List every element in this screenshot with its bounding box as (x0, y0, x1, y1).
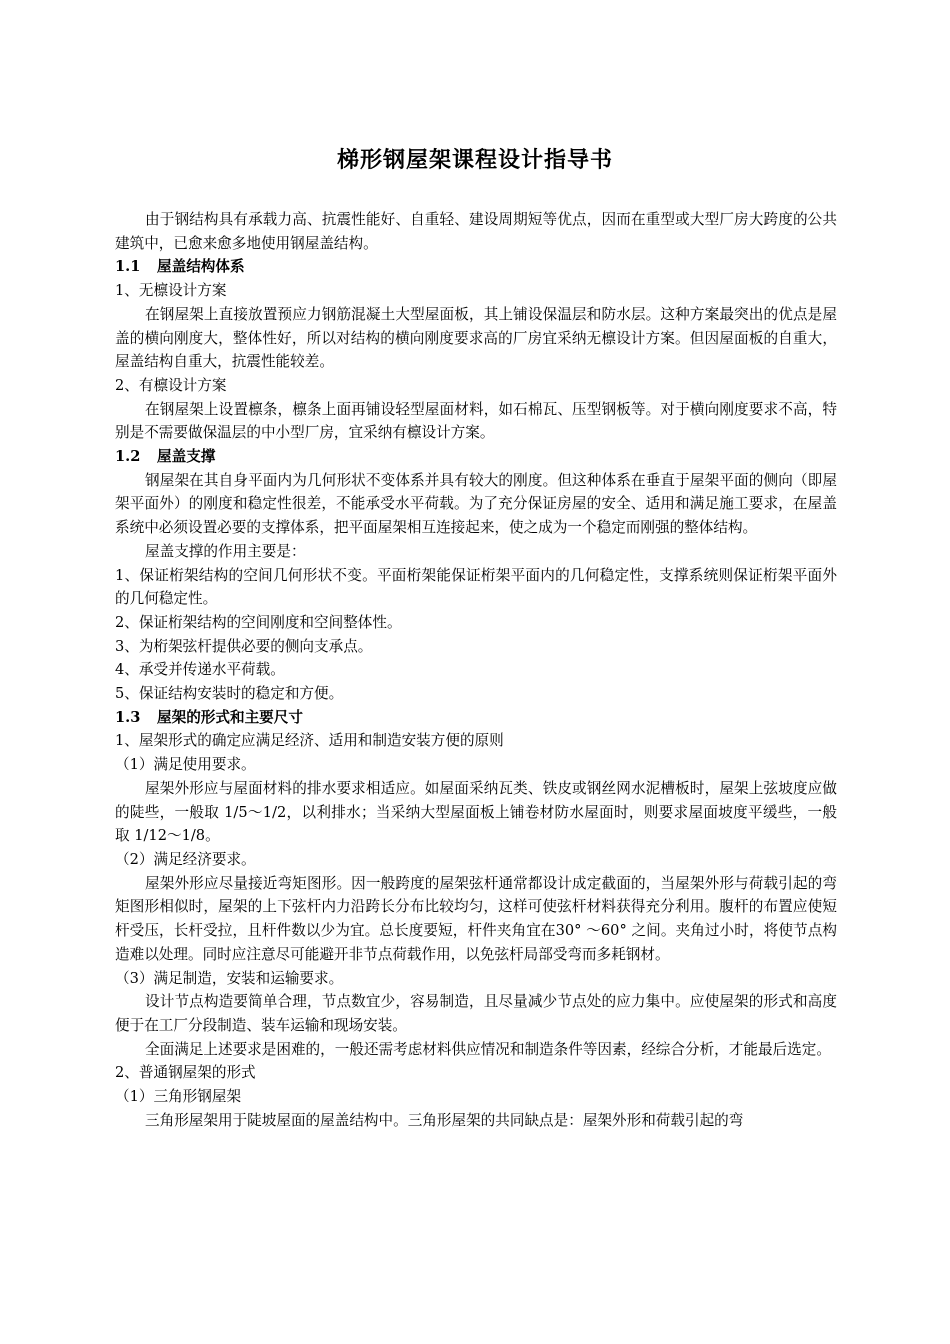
requirement-title: （1）满足使用要求。 (115, 756, 256, 774)
subsection-title: 1、无檩设计方案 (115, 282, 227, 300)
paragraph: 屋盖支撑的作用主要是： (145, 542, 306, 560)
section-title: 屋盖结构体系 (157, 258, 245, 276)
section-number: 1.2 (115, 448, 141, 466)
paragraph: 在钢屋架上设置檩条，檩条上面再铺设轻型屋面材料，如石棉瓦、压型钢板等。对于横向刚度要求不高，特别是不需要做保温层的中小型厂房，宜采纳有檩设计方案。 (115, 400, 837, 442)
list-item: 4、承受并传递水平荷载。 (115, 661, 285, 679)
document-body (115, 208, 837, 1132)
subsection-title: 2、普通钢屋架的形式 (115, 1064, 256, 1082)
section-title: 屋盖支撑 (157, 448, 216, 466)
paragraph: 设计节点构造要简单合理，节点数宜少，容易制造，且尽量减少节点处的应力集中。应使屋架的形式和高度便于在工厂分段制造、装车运输和现场安装。 (115, 993, 837, 1034)
subsection-title: 2、有檩设计方案 (115, 376, 227, 394)
list-item: 1、保证桁架结构的空间几何形状不变。平面桁架能保证桁架平面内的几何稳定性，支撑系统则保证桁架平面外的几何稳定性。 (115, 566, 837, 608)
paragraph: 三角形屋架用于陡坡屋面的屋盖结构中。三角形屋架的共同缺点是：屋架外形和荷载引起的弯 (145, 1111, 744, 1129)
section-title: 屋架的形式和主要尺寸 (157, 708, 303, 726)
section-heading-1-2 (115, 445, 837, 469)
paragraph: 在钢屋架上直接放置预应力钢筋混凝土大型屋面板，其上铺设保温层和防水层。这种方案最突出的优点是屋盖的横向刚度大，整体性好，所以对结构的横向刚度要求高的厂房宜采纳无檩设计方案。但因屋面板的自重大，屋盖结构自重大，抗震性能较差。 (115, 305, 837, 371)
section-heading-1-1 (115, 255, 837, 279)
requirement-title: （1）三角形钢屋架 (115, 1088, 242, 1106)
list-item: 5、保证结构安装时的稳定和方便。 (115, 685, 344, 703)
paragraph: 钢屋架在其自身平面内为几何形状不变体系并具有较大的刚度。但这种体系在垂直于屋架平面的侧向（即屋架平面外）的刚度和稳定性很差，不能承受水平荷载。为了充分保证房屋的安全、适用和满足施工要求，在屋盖系统中必须设置必要的支撑体系，把平面屋架相互连接起来，使之成为一个稳定而刚强的整体结构。 (115, 471, 837, 537)
list-item: 3、为桁架弦杆提供必要的侧向支承点。 (115, 637, 373, 655)
paragraph: 屋架外形应尽量接近弯矩图形。因一般跨度的屋架弦杆通常都设计成定截面的，当屋架外形与荷载引起的弯矩图形相似时，屋架的上下弦杆内力沿跨长分布比较均匀，这样可使弦杆材料获得充分利用。腹杆的布置应使短杆受压，长杆受拉，且杆件数以少为宜。总长度要短，杆件夹角宜在30° ～60° 之间。夹角过小时，将使节点构造难以处理。同时应注意尽可能避开非节点荷载作用，以免弦杆局部受弯而多耗钢材。 (115, 874, 837, 963)
requirement-title: （2）满足经济要求。 (115, 850, 256, 868)
paragraph: 屋架外形应与屋面材料的排水要求相适应。如屋面采纳瓦类、铁皮或钢丝网水泥槽板时，屋架上弦坡度应做的陡些，一般取 1/5～1/2，以利排水；当采纳大型屋面板上铺卷材防水屋面时，则要求屋面坡度平缓些，一般取 1/12～1/8。 (115, 779, 837, 845)
intro-paragraph: 由于钢结构具有承载力高、抗震性能好、自重轻、建设周期短等优点，因而在重型或大型厂房大跨度的公共建筑中，已愈来愈多地使用钢屋盖结构。 (115, 211, 837, 252)
page-title: 梯形钢屋架课程设计指导书 (336, 147, 613, 173)
subsection-title: 1、屋架形式的确定应满足经济、适用和制造安装方便的原则 (115, 732, 504, 750)
section-number: 1.3 (115, 708, 141, 726)
list-item: 2、保证桁架结构的空间刚度和空间整体性。 (115, 613, 402, 631)
section-heading-1-3 (115, 706, 837, 730)
section-number: 1.1 (115, 258, 141, 276)
requirement-title: （3）满足制造，安装和运输要求。 (115, 969, 344, 987)
paragraph: 全面满足上述要求是困难的，一般还需考虑材料供应情况和制造条件等因素，经综合分析，才能最后选定。 (145, 1040, 831, 1058)
